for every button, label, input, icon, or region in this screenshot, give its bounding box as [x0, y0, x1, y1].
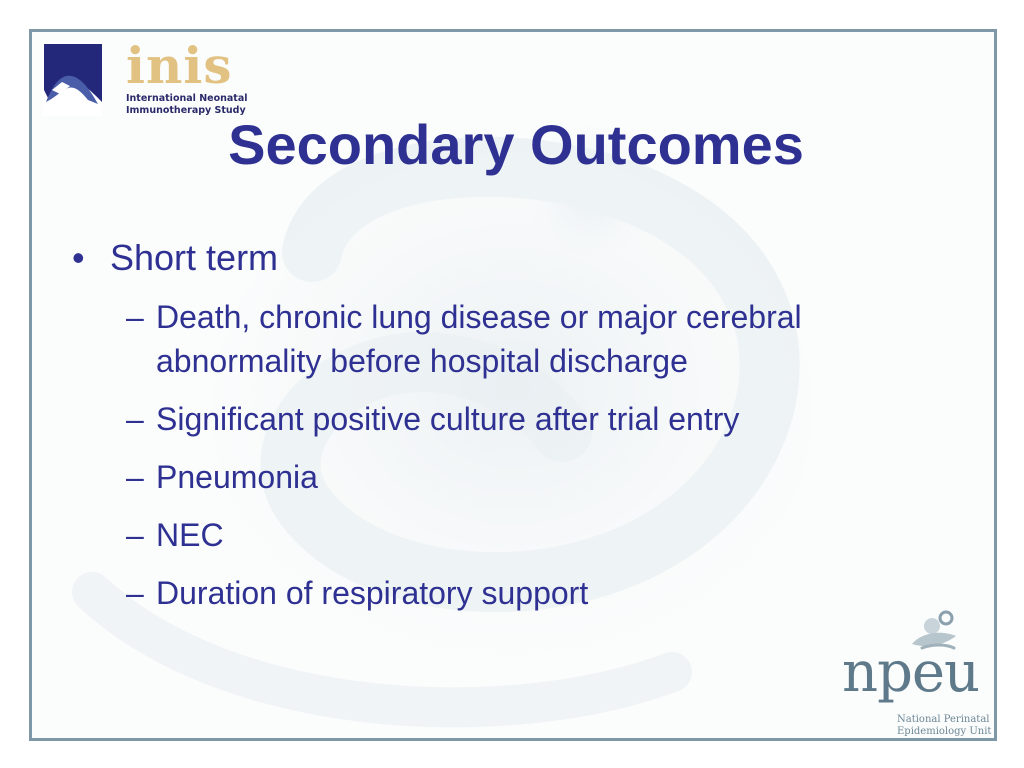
dash-icon: – — [126, 575, 144, 611]
inis-subtitle-line1: International Neonatal — [126, 93, 248, 104]
bullet-list — [70, 237, 970, 629]
sub-bullet-text: Death, chronic lung disease or major cerebral — [156, 299, 802, 335]
sub-bullet — [70, 455, 970, 499]
sub-bullet — [70, 513, 970, 557]
dash-icon: – — [126, 459, 144, 495]
sub-bullet — [70, 295, 970, 383]
npeu-subtitle-line1: National Perinatal — [897, 714, 990, 725]
inis-swallow-logo-icon — [42, 42, 114, 116]
dash-icon: – — [126, 401, 144, 437]
bullet-dot-icon: • — [72, 237, 85, 278]
npeu-logo — [842, 610, 992, 740]
slide-title: Secondary Outcomes — [228, 113, 804, 176]
npeu-wordmark: npeu — [842, 640, 980, 705]
dash-icon: – — [126, 299, 144, 335]
sub-bullet-text: Duration of respiratory support — [156, 575, 589, 611]
sub-bullet-text: NEC — [156, 517, 224, 553]
sub-bullet — [70, 571, 970, 615]
dash-icon: – — [126, 517, 144, 553]
bullet-label: Short term — [110, 237, 279, 278]
npeu-subtitle-line2: Epidemiology Unit — [897, 726, 992, 737]
inis-wordmark: inis — [126, 36, 233, 95]
slide — [29, 29, 997, 741]
bullet-level1 — [70, 237, 970, 279]
sub-bullet-text: Significant positive culture after trial entry — [156, 401, 740, 437]
inis-subtitle-line2: Immunotherapy Study — [126, 105, 246, 116]
sub-bullet-text: Pneumonia — [156, 459, 318, 495]
sub-bullet — [70, 397, 970, 441]
sub-bullet-text-continued: abnormality before hospital discharge — [156, 343, 688, 379]
